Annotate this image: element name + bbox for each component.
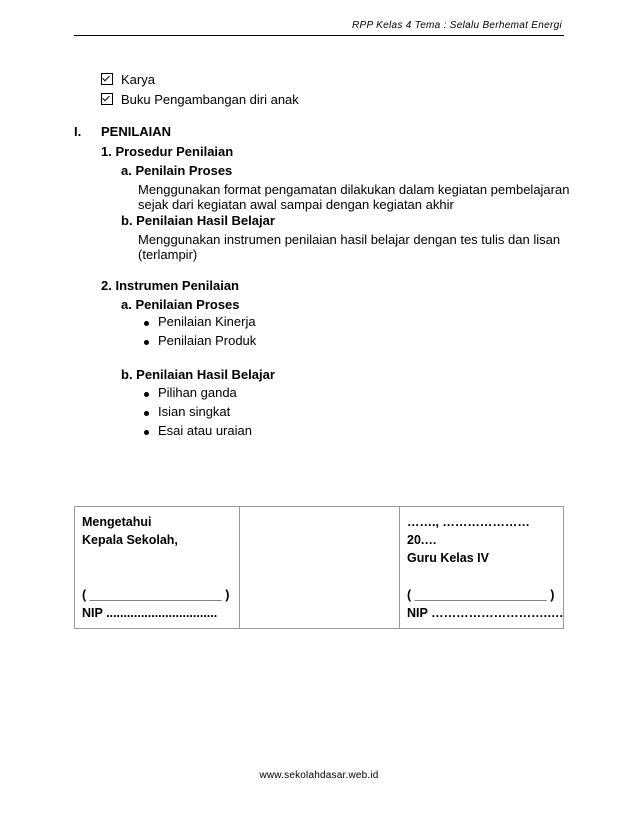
list-item-label: Isian singkat xyxy=(158,404,231,419)
prosedur-a-heading: a. Penilain Proses xyxy=(121,163,233,178)
prosedur-b-heading: b. Penilaian Hasil Belajar xyxy=(121,213,275,228)
checklist-label: Buku Pengambangan diri anak xyxy=(121,92,299,107)
checklist-item xyxy=(101,72,155,87)
bullet-icon xyxy=(144,411,149,416)
teacher-title: Guru Kelas IV xyxy=(407,551,489,565)
bullet-icon xyxy=(144,430,149,435)
list-item xyxy=(144,335,149,350)
teacher-name-block xyxy=(407,586,563,622)
principal-nip: NIP ................................ xyxy=(82,606,218,620)
instrumen-a-heading: a. Penilaian Proses xyxy=(121,297,240,312)
prosedur-heading: 1. Prosedur Penilaian xyxy=(101,144,234,159)
list-item-label: Pilihan ganda xyxy=(158,385,237,400)
bullet-icon xyxy=(144,340,149,345)
list-item-label: Penilaian Produk xyxy=(158,333,257,348)
list-item xyxy=(144,387,149,402)
principal-name-block xyxy=(82,586,229,622)
page-footer: www.sekolahdasar.web.id xyxy=(259,770,379,781)
checkbox-checked-icon xyxy=(101,93,113,105)
principal-title: Kepala Sekolah, xyxy=(82,533,178,547)
teacher-nip: NIP ……………………….…. xyxy=(407,606,564,620)
bullet-icon xyxy=(144,321,149,326)
signature-cell-teacher xyxy=(400,507,564,629)
prosedur-b-desc: (terlampir) xyxy=(138,247,198,262)
checkbox-checked-icon xyxy=(101,73,113,85)
principal-acknowledge: Mengetahui xyxy=(82,515,152,529)
page-header: RPP Kelas 4 Tema : Selalu Berhemat Energi xyxy=(352,20,562,31)
prosedur-a-desc: sejak dari kegiatan awal sampai dengan kegiatan akhir xyxy=(138,197,454,212)
list-item-label: Esai atau uraian xyxy=(158,423,252,438)
signature-table xyxy=(74,506,564,629)
signature-cell-principal xyxy=(75,507,240,629)
header-divider xyxy=(74,35,564,36)
principal-name-line: ( ___________________ ) xyxy=(82,588,230,602)
section-number: I. xyxy=(74,124,82,139)
section-title: PENILAIAN xyxy=(101,124,172,139)
prosedur-a-desc: Menggunakan format pengamatan dilakukan dalam kegiatan pembelajaran xyxy=(138,182,570,197)
list-item xyxy=(144,406,149,421)
list-item xyxy=(144,425,149,440)
teacher-name-line: ( ___________________ ) xyxy=(407,588,555,602)
prosedur-b-desc: Menggunakan instrumen penilaian hasil belajar dengan tes tulis dan lisan xyxy=(138,232,561,247)
teacher-place-date: ……., ………………… 20.… xyxy=(407,515,530,547)
signature-cell-empty xyxy=(240,507,400,629)
checklist-label: Karya xyxy=(121,72,155,87)
instrumen-b-heading: b. Penilaian Hasil Belajar xyxy=(121,367,275,382)
list-item xyxy=(144,316,149,331)
bullet-icon xyxy=(144,392,149,397)
checklist-item xyxy=(101,92,299,107)
list-item-label: Penilaian Kinerja xyxy=(158,314,256,329)
instrumen-heading: 2. Instrumen Penilaian xyxy=(101,278,239,293)
